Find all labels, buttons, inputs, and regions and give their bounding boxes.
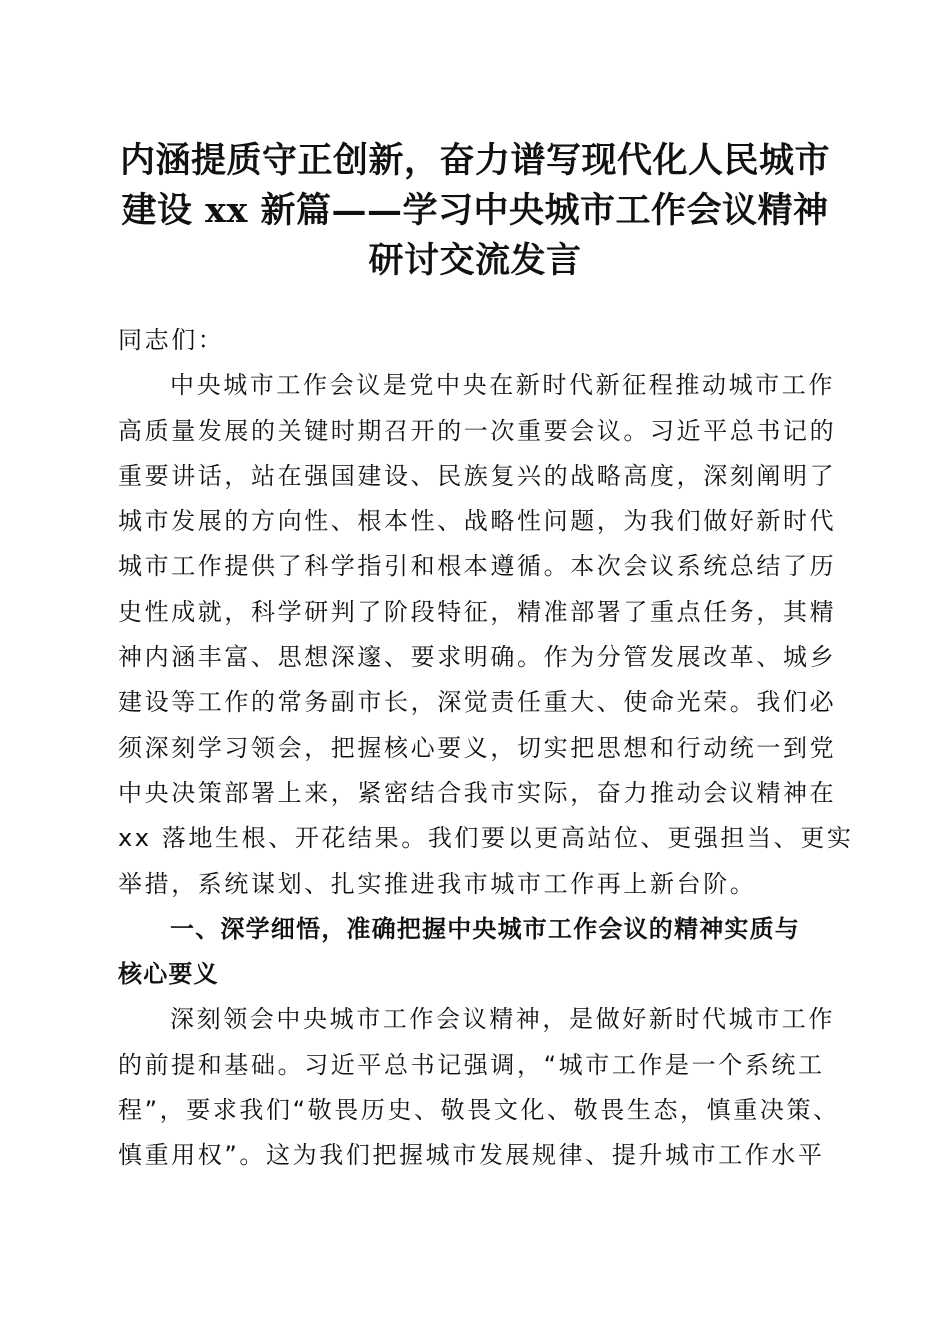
paragraph-line: xx 落地生根、开花结果。我们要以更高站位、更强担当、更实 xyxy=(118,824,854,853)
paragraph-intro xyxy=(118,363,854,907)
title-line: 建设 xx 新篇——学习中央城市工作会议精神 xyxy=(121,190,829,231)
salutation xyxy=(118,318,838,363)
paragraph-line: 的前提和基础。习近平总书记强调，“城市工作是一个系统工 xyxy=(118,1050,825,1079)
title-line: 研讨交流发言 xyxy=(368,240,582,281)
paragraph-line: 高质量发展的关键时期召开的一次重要会议。习近平总书记的 xyxy=(118,416,837,445)
title-line: 内涵提质守正创新，奋力谱写现代化人民城市 xyxy=(119,140,830,181)
salutation-line: 同志们： xyxy=(118,326,225,354)
paragraph-line: 城市工作提供了科学指引和根本遵循。本次会议系统总结了历 xyxy=(118,552,837,581)
heading-line: 一、深学细悟，准确把握中央城市工作会议的精神实质与 xyxy=(170,914,800,943)
paragraph-line: 中央决策部署上来，紧密结合我市实际，奋力推动会议精神在 xyxy=(118,778,837,807)
paragraph-line: 重要讲话，站在强国建设、民族复兴的战略高度，深刻阐明了 xyxy=(118,461,837,490)
document-body xyxy=(118,318,854,1179)
paragraph-line: 须深刻学习领会，把握核心要义，切实把思想和行动统一到党 xyxy=(118,733,837,762)
paragraph-section-1 xyxy=(118,997,838,1178)
paragraph-line: 慎重用权”。这为我们把握城市发展规律、提升城市工作水平 xyxy=(118,1141,825,1170)
paragraph-line: 神内涵丰富、思想深邃、要求明确。作为分管发展改革、城乡 xyxy=(118,643,837,672)
paragraph-line: 深刻领会中央城市工作会议精神，是做好新时代城市工作 xyxy=(170,1005,835,1034)
paragraph-line: 程”，要求我们“敬畏历史、敬畏文化、敬畏生态，慎重决策、 xyxy=(118,1096,840,1125)
paragraph-line: 建设等工作的常务副市长，深觉责任重大、使命光荣。我们必 xyxy=(118,688,837,717)
document-title xyxy=(110,136,840,286)
heading-line: 核心要义 xyxy=(118,960,219,989)
paragraph-line: 中央城市工作会议是党中央在新时代新征程推动城市工作 xyxy=(170,371,835,400)
paragraph-line: 举措，系统谋划、扎实推进我市城市工作再上新台阶。 xyxy=(118,869,757,898)
paragraph-line: 史性成就，科学研判了阶段特征，精准部署了重点任务，其精 xyxy=(118,597,837,626)
paragraph-line: 城市发展的方向性、根本性、战略性问题，为我们做好新时代 xyxy=(118,507,837,536)
section-heading-1 xyxy=(118,907,838,998)
